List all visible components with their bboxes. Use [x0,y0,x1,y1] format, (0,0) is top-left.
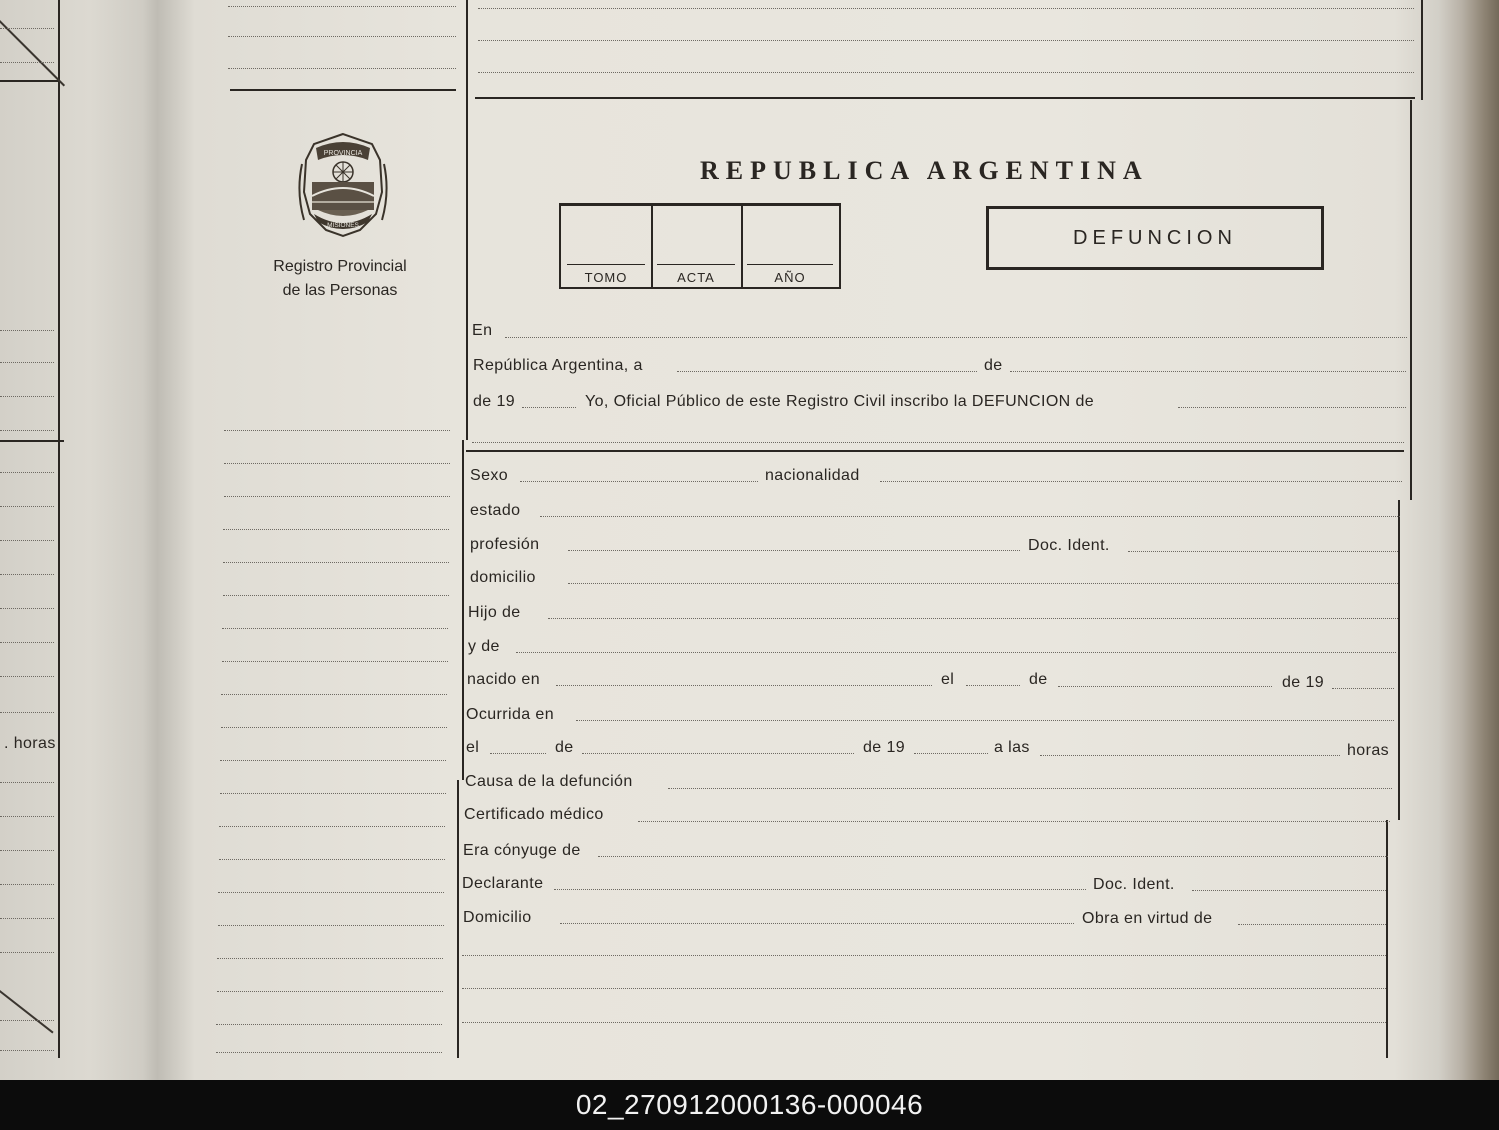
field-ocurrida-anio[interactable] [914,753,988,754]
left-page-dotted-line [0,608,54,609]
top-dotted-line [478,72,1414,73]
margin-column-border [466,0,468,440]
registry-line-1: Registro Provincial [273,258,407,275]
label-de: de [984,357,1003,374]
margin-dotted-line[interactable] [224,430,450,431]
acta-cell[interactable] [651,206,743,287]
left-page-dotted-line [0,676,54,677]
label-profesion: profesión [470,536,540,553]
right-page-border [1410,100,1412,500]
label-de-19: de 19 [473,393,516,410]
registry-name [240,255,440,303]
margin-dotted-line [228,6,456,7]
field-doc-ident[interactable] [1128,551,1398,552]
left-page-dotted-line [0,782,54,783]
label-conyuge: Era cónyuge de [463,842,581,859]
left-page-dotted-line [0,850,54,851]
field-domicilio[interactable] [568,583,1398,584]
left-page-dotted-line [0,1050,54,1051]
left-page-dotted-line [0,1020,54,1021]
label-de-19: de 19 [1282,674,1325,691]
anio-cell[interactable] [741,206,839,287]
top-dotted-line [478,40,1414,41]
label-doc-ident: Doc. Ident. [1028,537,1110,554]
margin-dotted-line[interactable] [218,925,444,926]
label-y-de: y de [468,638,500,655]
label-domicilio: domicilio [470,569,536,586]
label-hijo-de: Hijo de [468,604,521,621]
label-ocurrida-en: Ocurrida en [466,706,554,723]
label-estado: estado [470,502,521,519]
field-ocurrida-mes[interactable] [582,753,854,754]
label-nacionalidad: nacionalidad [765,467,860,484]
top-dotted-line [478,8,1414,9]
field-ocurrida-dia[interactable] [490,753,546,754]
seal-top-text: PROVINCIA [323,150,363,157]
label-de: de [1029,671,1048,688]
field-notas[interactable] [462,988,1386,989]
margin-dotted-line[interactable] [221,694,447,695]
label-el: el [941,671,955,688]
field-en[interactable] [505,337,1407,338]
field-notas[interactable] [462,1022,1386,1023]
left-page-dotted-line [0,884,54,885]
label-nacido-en: nacido en [467,671,540,688]
field-y-de[interactable] [516,652,1396,653]
register-box [559,203,841,289]
margin-dotted-line[interactable] [217,958,443,959]
left-page-dotted-line [0,712,54,713]
margin-column-border [462,440,464,780]
margin-dotted-line[interactable] [224,496,450,497]
field-estado[interactable] [540,516,1400,517]
left-page-dotted-line [0,642,54,643]
label-obra: Obra en virtud de [1082,910,1213,927]
left-page-dotted-line [0,330,54,331]
field-fecha-dia[interactable] [677,371,977,372]
margin-dotted-line[interactable] [223,595,449,596]
country-title: REPUBLICA ARGENTINA [700,156,1149,185]
field-declarante-doc[interactable] [1192,890,1386,891]
image-id-caption: 02_270912000136-000046 [575,1089,924,1120]
margin-dotted-line[interactable] [223,562,449,563]
label-en: En [472,322,493,339]
record-type-box [986,206,1324,270]
field-fallecido[interactable] [1178,407,1406,408]
label-inscribo: Yo, Oficial Público de este Registro Civil inscribo la DEFUNCION de [585,393,1095,410]
margin-dotted-line [228,36,456,37]
strike-line [0,20,65,86]
margin-dotted-line[interactable] [220,760,446,761]
margin-dotted-line[interactable] [222,661,448,662]
label-causa: Causa de la defunción [465,773,633,790]
field-hora[interactable] [1040,755,1340,756]
label-a-las: a las [994,739,1030,756]
field-hijo-de[interactable] [548,618,1398,619]
margin-dotted-line[interactable] [220,793,446,794]
field-conyuge[interactable] [598,856,1388,857]
label-doc-ident: Doc. Ident. [1093,876,1175,893]
margin-dotted-line[interactable] [223,529,449,530]
acta-label: ACTA [677,270,715,285]
label-de-19: de 19 [863,739,906,756]
left-page-dotted-line [0,574,54,575]
label-horas: horas [1347,742,1390,759]
left-page-dotted-line [0,540,54,541]
section-divider-rule [466,450,1404,452]
field-obra[interactable] [1238,924,1386,925]
field-nacido-dia[interactable] [966,685,1020,686]
tomo-cell[interactable] [561,206,653,287]
field-domicilio-declarante[interactable] [560,923,1074,924]
field-anio[interactable] [522,407,576,408]
left-page-dotted-line [0,396,54,397]
label-declarante: Declarante [462,875,544,892]
margin-dotted-line[interactable] [221,727,447,728]
left-page-dotted-line [0,62,54,63]
field-sexo[interactable] [520,481,758,482]
left-page-dotted-line [0,918,54,919]
margin-dotted-line[interactable] [218,892,444,893]
left-page-dotted-line [0,816,54,817]
seal-bottom-text: MISIONES [327,222,359,229]
field-nacido-en[interactable] [556,685,932,686]
margin-dotted-line[interactable] [216,1052,442,1053]
left-page-dotted-line [0,952,54,953]
record-type-label: DEFUNCION [1073,226,1237,249]
left-page-dotted-line [0,506,54,507]
field-causa[interactable] [668,788,1392,789]
left-page-dotted-line [0,472,54,473]
field-nacido-mes[interactable] [1058,686,1272,687]
field-notas[interactable] [462,955,1386,956]
left-page-dotted-line [0,430,54,431]
label-domicilio: Domicilio [463,909,532,926]
field-nacido-anio[interactable] [1332,688,1394,689]
registry-line-2: de las Personas [282,282,398,299]
right-page-border [1398,500,1400,820]
label-sexo: Sexo [470,467,509,484]
margin-dotted-line[interactable] [219,859,445,860]
label-de: de [555,739,574,756]
field-certificado[interactable] [638,821,1390,822]
field-profesion[interactable] [568,550,1020,551]
margin-dotted-line[interactable] [222,628,448,629]
label-el: el [466,739,480,756]
left-page-rule [0,440,64,442]
field-fecha-mes[interactable] [1010,371,1406,372]
misiones-coat-of-arms-icon [296,132,390,238]
margin-dotted-line[interactable] [216,1024,442,1025]
field-fallecido-cont[interactable] [472,442,1404,443]
margin-top-rule [230,89,456,91]
section-top-rule [475,97,1415,99]
field-ocurrida-en[interactable] [576,720,1394,721]
right-page-border [1421,0,1423,100]
margin-dotted-line [228,68,456,69]
anio-label: AÑO [774,270,806,285]
margin-dotted-line[interactable] [224,463,450,464]
left-page-horas: . horas [4,735,56,752]
margin-column-border [457,780,459,1058]
left-page-border [58,0,60,1058]
left-page-dotted-line [0,362,54,363]
tomo-label: TOMO [584,270,628,285]
margin-dotted-line[interactable] [219,826,445,827]
field-nacionalidad[interactable] [880,481,1402,482]
left-page-rule [0,80,58,82]
strike-line [0,990,54,1033]
label-certificado: Certificado médico [464,806,604,823]
field-declarante[interactable] [554,889,1086,890]
margin-dotted-line[interactable] [217,991,443,992]
label-republica: República Argentina, a [473,357,643,374]
left-page-dotted-line [0,28,54,29]
